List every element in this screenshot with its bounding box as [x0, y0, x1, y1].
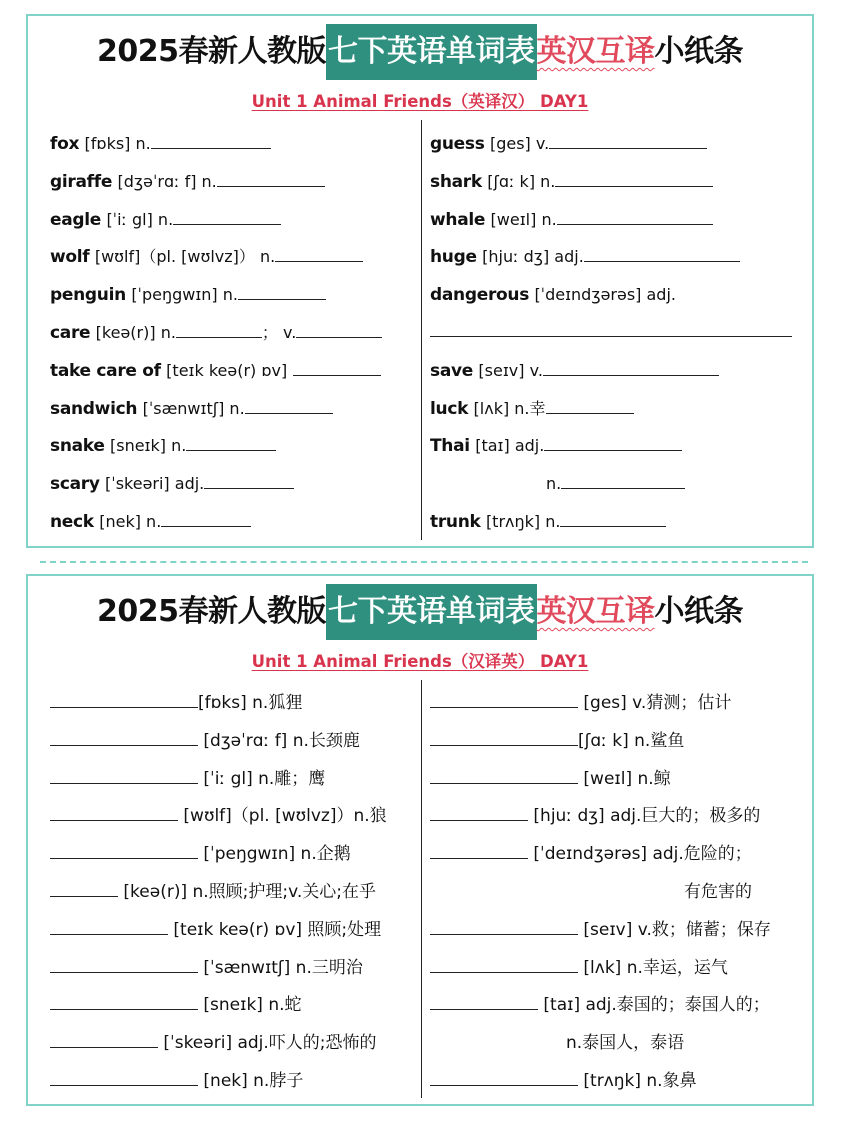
vocab-row	[50, 874, 415, 912]
answer-blank[interactable]	[430, 727, 578, 746]
phonetic: [taɪ] adj.	[475, 436, 545, 456]
word: wolf	[50, 247, 90, 268]
title-part-2: 小纸条	[654, 594, 743, 629]
title-part-2: 小纸条	[654, 34, 743, 69]
clue: [lʌk] n.幸运，运气	[583, 957, 728, 978]
answer-blank[interactable]	[430, 802, 528, 821]
vocab-row	[50, 761, 415, 799]
phonetic: [ˈiː gl] n.	[106, 209, 174, 229]
clue: [taɪ] adj.泰国的；泰国人的；	[543, 995, 770, 1016]
word: trunk	[430, 511, 481, 532]
clue: n.泰国人，泰语	[566, 1033, 685, 1054]
phonetic: [fɒks] n.	[84, 134, 151, 153]
phonetic: [weɪl] n.	[490, 209, 557, 229]
word: shark	[430, 171, 482, 192]
answer-blank[interactable]	[430, 916, 578, 935]
word: eagle	[50, 209, 102, 230]
clue: [nek] n.脖子	[203, 1070, 304, 1091]
phonetic: [ˈpeŋgwɪn] n.	[131, 285, 238, 305]
answer-blank[interactable]	[238, 281, 326, 300]
answer-blank[interactable]	[430, 991, 538, 1010]
vocab-row	[430, 950, 805, 988]
part-of-speech: n.	[546, 474, 562, 494]
phonetic: [trʌŋk] n.	[485, 511, 561, 531]
answer-blank[interactable]	[296, 319, 382, 338]
clue: [ˈpeŋgwɪn] n.企鹅	[203, 844, 351, 865]
answer-blank[interactable]	[430, 1067, 578, 1086]
clue: [fɒks] n.狐狸	[198, 693, 303, 713]
vocab-row	[430, 761, 805, 799]
word: care	[50, 322, 91, 343]
word: snake	[50, 436, 105, 457]
phonetic: [hjuː dʒ] adj.	[482, 247, 584, 267]
answer-blank[interactable]	[151, 130, 271, 149]
answer-blank[interactable]	[549, 130, 707, 149]
answer-blank[interactable]	[50, 916, 168, 935]
phonetic: [wʊlf]（pl. [wʊlvz]） n.	[94, 247, 276, 267]
vocab-row	[430, 238, 805, 276]
phonetic: [sneɪk] n.	[109, 436, 187, 456]
phonetic: [seɪv] v.	[478, 360, 543, 380]
vocab-row	[430, 427, 805, 465]
phonetic: [ges] v.	[489, 134, 550, 153]
clue: [teɪk keə(r) ɒv] 照顾;处理	[173, 919, 382, 940]
answer-blank[interactable]	[561, 470, 685, 489]
answer-blank[interactable]	[544, 432, 682, 451]
phonetic: [lʌk] n.幸	[473, 398, 546, 418]
left-column	[50, 685, 415, 1101]
answer-blank[interactable]	[50, 1067, 198, 1086]
vocab-row	[50, 125, 415, 163]
vocab-row-continuation	[430, 314, 805, 352]
phonetic: [keə(r)] n.	[95, 322, 176, 342]
vocab-row	[50, 723, 415, 761]
title-part-1: 2025春新人教版	[97, 594, 326, 629]
clue: [ˈdeɪndʒərəs] adj.危险的；	[533, 844, 752, 865]
phonetic: [nek] n.	[99, 511, 162, 531]
vocab-row	[430, 465, 805, 503]
answer-blank[interactable]	[430, 689, 578, 708]
answer-blank[interactable]	[50, 802, 178, 821]
vocab-row	[430, 723, 805, 761]
answer-blank[interactable]	[293, 357, 381, 376]
clue: 有危害的	[684, 881, 752, 902]
vocab-row	[50, 390, 415, 428]
vocab-row-continuation	[430, 1025, 805, 1063]
vocab-row	[430, 201, 805, 239]
vocab-row	[50, 276, 415, 314]
title-part-1: 2025春新人教版	[97, 34, 326, 69]
vocab-row	[430, 390, 805, 428]
vocab-row	[430, 685, 805, 723]
word: luck	[430, 398, 469, 419]
vocab-row	[430, 987, 805, 1025]
vocab-row	[430, 276, 805, 314]
title-red: 英汉互译	[536, 594, 655, 629]
answer-blank[interactable]	[50, 954, 198, 973]
column-divider	[421, 680, 422, 1098]
clue: [hjuː dʒ] adj.巨大的；极多的	[533, 806, 761, 827]
vocab-row	[50, 201, 415, 239]
answer-blank[interactable]	[186, 432, 276, 451]
vocab-row	[50, 950, 415, 988]
phonetic: [ʃɑː k] n.	[487, 171, 556, 191]
left-column	[50, 125, 415, 541]
vocab-row	[50, 352, 415, 390]
title-red: 英汉互译	[536, 34, 655, 69]
answer-blank[interactable]	[430, 954, 578, 973]
answer-blank[interactable]	[430, 318, 792, 337]
vocab-row-continuation	[430, 874, 805, 912]
answer-blank[interactable]	[204, 470, 294, 489]
vocab-row	[50, 987, 415, 1025]
vocab-row	[430, 836, 805, 874]
answer-blank[interactable]	[161, 508, 251, 527]
card-subtitle: Unit 1 Animal Friends（英译汉） DAY1	[251, 92, 589, 111]
worksheet-card-english-to-chinese	[26, 14, 814, 548]
vocab-row	[430, 163, 805, 201]
answer-blank[interactable]	[555, 168, 713, 187]
answer-blank[interactable]	[50, 727, 198, 746]
title-highlight: 七下英语单词表	[326, 24, 537, 80]
clue: [sneɪk] n.蛇	[203, 995, 302, 1016]
clue: [ˈskeəri] adj.吓人的;恐怖的	[163, 1033, 377, 1054]
word: penguin	[50, 285, 126, 306]
answer-blank[interactable]	[50, 1029, 158, 1048]
word: sandwich	[50, 398, 138, 419]
clue: [dʒəˈrɑː f] n.长颈鹿	[203, 730, 360, 751]
column-divider	[421, 120, 422, 540]
answer-blank[interactable]	[275, 243, 363, 262]
answer-blank[interactable]	[245, 395, 333, 414]
answer-blank[interactable]	[50, 840, 198, 859]
vocab-row	[50, 1063, 415, 1101]
clue: [ˈiː gl] n.雕；鹰	[203, 768, 326, 789]
vocab-row	[50, 427, 415, 465]
vocab-row	[50, 685, 415, 723]
vocab-row	[430, 503, 805, 541]
word: fox	[50, 134, 80, 154]
answer-blank[interactable]	[560, 508, 666, 527]
right-column	[430, 685, 805, 1101]
right-column	[430, 125, 805, 541]
vocab-row	[50, 798, 415, 836]
answer-blank[interactable]	[50, 878, 118, 897]
clue: [seɪv] v.救；储蓄；保存	[583, 919, 771, 940]
clue: [weɪl] n.鲸	[583, 768, 671, 789]
worksheet-card-chinese-to-english	[26, 574, 814, 1106]
answer-blank[interactable]	[50, 991, 198, 1010]
clue: [ˈsænwɪtʃ] n.三明治	[203, 957, 363, 978]
vocab-row	[50, 465, 415, 503]
word: dangerous	[430, 285, 530, 306]
phonetic: [ˈskeəri] adj.	[105, 474, 205, 494]
clue: [trʌŋk] n.象鼻	[583, 1070, 697, 1091]
vocab-row	[50, 314, 415, 352]
word: guess	[430, 134, 485, 154]
vocab-row	[50, 912, 415, 950]
answer-blank[interactable]	[430, 765, 578, 784]
vocab-row	[50, 1025, 415, 1063]
phonetic: [dʒəˈrɑː f] n.	[117, 171, 217, 191]
word: Thai	[430, 436, 470, 457]
answer-blank[interactable]	[173, 206, 281, 225]
answer-blank[interactable]	[176, 319, 262, 338]
clue: [keə(r)] n.照顾;护理;v.关心;在乎	[123, 881, 376, 902]
word: take care of	[50, 360, 161, 381]
word: huge	[430, 247, 477, 268]
clue: [ges] v.猜测；估计	[583, 693, 732, 713]
phonetic: [teɪk keə(r) ɒv]	[166, 360, 288, 380]
answer-blank[interactable]	[543, 357, 719, 376]
word: save	[430, 360, 474, 381]
word: neck	[50, 511, 94, 532]
word: scary	[50, 474, 100, 495]
vocab-row	[50, 163, 415, 201]
cut-line	[40, 561, 808, 563]
vocab-row	[430, 798, 805, 836]
part-of-speech: ； v.	[261, 322, 297, 342]
vocab-row	[50, 238, 415, 276]
vocab-row	[430, 1063, 805, 1101]
answer-blank[interactable]	[50, 765, 198, 784]
answer-blank[interactable]	[50, 689, 198, 708]
answer-blank[interactable]	[584, 243, 740, 262]
vocab-row	[50, 503, 415, 541]
answer-blank[interactable]	[217, 168, 325, 187]
answer-blank[interactable]	[430, 840, 528, 859]
word: giraffe	[50, 171, 113, 192]
card-subtitle: Unit 1 Animal Friends（汉译英） DAY1	[251, 652, 589, 671]
vocab-row	[430, 352, 805, 390]
answer-blank[interactable]	[546, 395, 634, 414]
clue: [wʊlf]（pl. [wʊlvz]）n.狼	[183, 806, 387, 827]
card-title	[28, 584, 812, 640]
clue: [ʃɑː k] n.鲨鱼	[578, 730, 685, 751]
vocab-row	[50, 836, 415, 874]
answer-blank[interactable]	[557, 206, 713, 225]
phonetic: [ˈsænwɪtʃ] n.	[142, 398, 245, 418]
phonetic: [ˈdeɪndʒərəs] adj.	[534, 285, 676, 305]
vocab-row	[430, 125, 805, 163]
word: whale	[430, 209, 486, 230]
vocab-row	[430, 912, 805, 950]
title-highlight: 七下英语单词表	[326, 584, 537, 640]
card-title	[28, 24, 812, 80]
